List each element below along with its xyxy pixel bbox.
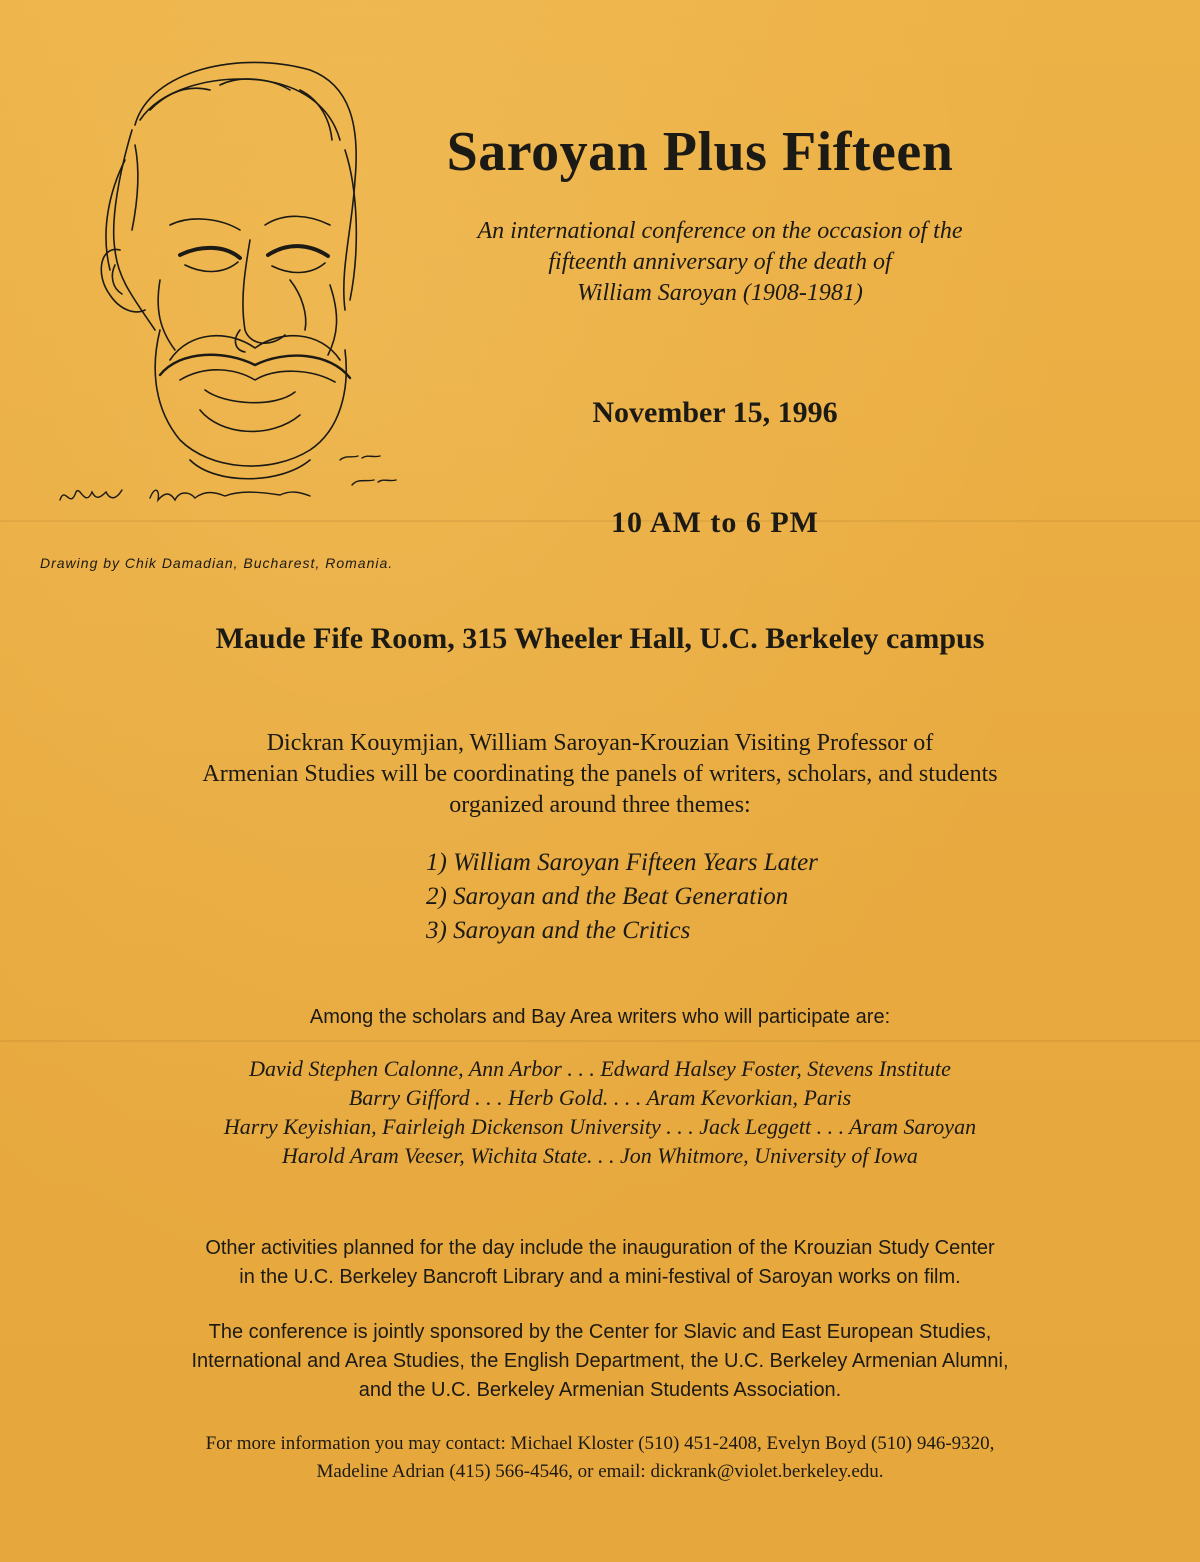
participants-line: Barry Gifford . . . Herb Gold. . . . Aram Kevorkian, Paris: [348, 1085, 852, 1110]
drawing-caption: Drawing by Chik Damadian, Bucharest, Romania.: [40, 555, 394, 571]
page-title: Saroyan Plus Fifteen: [446, 121, 954, 183]
other-activities-line: Other activities planned for the day include the inauguration of the Krouzian Study Center: [205, 1237, 995, 1259]
intro-line: organized around three themes:: [449, 792, 751, 818]
contact-line: For more information you may contact: Michael Kloster (510) 451-2408, Evelyn Boyd (510) 946-9320,: [205, 1433, 995, 1454]
intro-line: Armenian Studies will be coordinating the panels of writers, scholars, and students: [202, 761, 998, 787]
subtitle: [370, 216, 1070, 309]
themes-list: [426, 846, 1026, 948]
subtitle-line: fifteenth anniversary of the death of: [548, 249, 892, 275]
intro-paragraph: [80, 728, 1120, 821]
other-activities-line: in the U.C. Berkeley Bancroft Library and a mini-festival of Saroyan works on film.: [239, 1266, 961, 1288]
sponsors: [60, 1318, 1140, 1405]
participants-list: [60, 1054, 1140, 1170]
sponsors-line: The conference is jointly sponsored by the Center for Slavic and East European Studies,: [208, 1321, 992, 1343]
contact-line: Madeline Adrian (415) 566-4546, or email: dickrank@violet.berkeley.edu.: [316, 1461, 884, 1482]
sponsors-line: and the U.C. Berkeley Armenian Students Association.: [358, 1379, 842, 1401]
participants-line: Harry Keyishian, Fairleigh Dickenson University . . . Jack Leggett . . . Aram Saroyan: [223, 1114, 977, 1139]
contact-info: [60, 1430, 1140, 1486]
subtitle-line: An international conference on the occasion of the: [477, 218, 963, 244]
venue: Maude Fife Room, 315 Wheeler Hall, U.C. Berkeley campus: [215, 622, 985, 655]
theme-item: 2) Saroyan and the Beat Generation: [426, 883, 789, 910]
participants-line: Harold Aram Veeser, Wichita State. . . Jon Whitmore, University of Iowa: [282, 1143, 918, 1168]
sponsors-line: International and Area Studies, the English Department, the U.C. Berkeley Armenian Alumni,: [191, 1350, 1009, 1372]
event-date: November 15, 1996: [592, 396, 838, 429]
participants-line: David Stephen Calonne, Ann Arbor . . . Edward Halsey Foster, Stevens Institute: [249, 1056, 951, 1081]
participants-intro: Among the scholars and Bay Area writers who will participate are:: [309, 1006, 891, 1028]
intro-line: Dickran Kouymjian, William Saroyan-Krouzian Visiting Professor of: [266, 730, 934, 756]
theme-item: 1) William Saroyan Fifteen Years Later: [426, 849, 818, 876]
other-activities: [80, 1234, 1120, 1292]
event-time: 10 AM to 6 PM: [611, 506, 819, 539]
theme-item: 3) Saroyan and the Critics: [426, 917, 691, 944]
subtitle-line: William Saroyan (1908-1981): [577, 280, 863, 306]
